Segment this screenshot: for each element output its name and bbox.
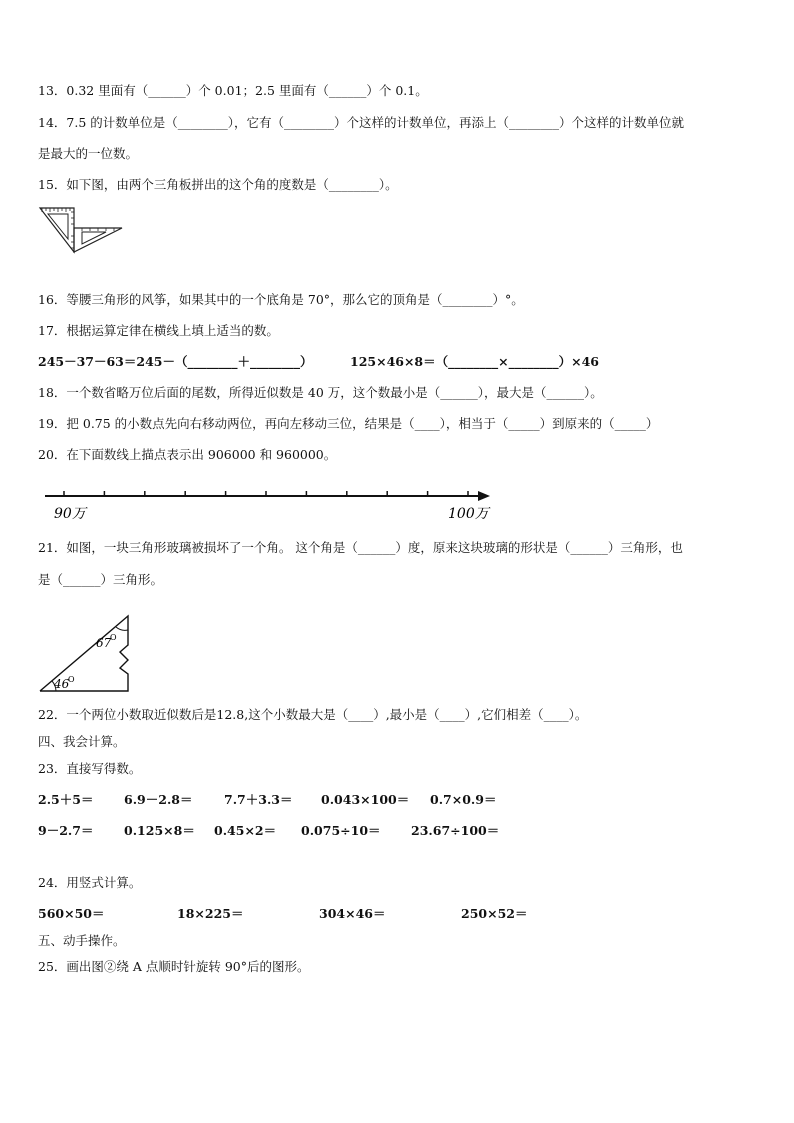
question-21-line2: 是（______）三角形。	[38, 572, 164, 587]
calc-item: 0.7×0.9＝	[430, 792, 497, 807]
calc-item: 0.075÷10＝	[301, 823, 381, 838]
calc-item: 2.5＋5＝	[38, 792, 94, 807]
calc-item: 0.043×100＝	[321, 792, 410, 807]
broken-triangle-figure	[36, 612, 136, 694]
calc-item: 18×225＝	[177, 906, 244, 921]
calc-item: 7.7＋3.3＝	[224, 792, 293, 807]
calc-item: 0.125×8＝	[124, 823, 195, 838]
angle-67-label: 67	[96, 636, 112, 650]
question-16: 16．等腰三角形的风筝，如果其中的一个底角是 70°，那么它的顶角是（________）°。	[38, 292, 524, 307]
angle-46-label: 46	[54, 677, 70, 691]
calc-item: 304×46＝	[319, 906, 386, 921]
question-14-line1: 14．7.5 的计数单位是（________），它有（________）个这样的计数单位，再添上（________）个这样的计数单位就	[38, 115, 685, 130]
question-23: 23．直接写得数。	[38, 761, 142, 776]
question-24: 24．用竖式计算。	[38, 875, 142, 890]
question-19: 19．把 0.75 的小数点先向右移动两位，再向左移动三位，结果是（____），相当于（_____）到原来的（_____）	[38, 416, 659, 431]
question-17-expression-right: 125×46×8＝（________×________）×46	[350, 354, 599, 369]
question-14-line2: 是最大的一位数。	[38, 146, 139, 161]
numberline-start-label: 90万	[54, 506, 86, 522]
question-17: 17．根据运算定律在横线上填上适当的数。	[38, 323, 279, 338]
number-line	[40, 484, 500, 524]
question-25: 25．画出图②绕 A 点顺时针旋转 90°后的图形。	[38, 959, 310, 974]
calc-item: 250×52＝	[461, 906, 528, 921]
question-15: 15．如下图，由两个三角板拼出的这个角的度数是（________）。	[38, 177, 398, 192]
angle-67-degree-mark: O	[110, 633, 117, 642]
question-22: 22．一个两位小数取近似数后是12.8,这个小数最大是（____）,最小是（____）,它们相差（____）。	[38, 707, 588, 722]
angle-46-degree-mark: O	[68, 675, 75, 684]
section-4-heading: 四、我会计算。	[38, 734, 126, 749]
question-21-line1: 21．如图，一块三角形玻璃被损坏了一个角。 这个角是（______）度，原来这块玻璃的形状是（______）三角形，也	[38, 540, 683, 555]
calc-item: 23.67÷100＝	[411, 823, 500, 838]
calc-item: 560×50＝	[38, 906, 105, 921]
section-5-heading: 五、动手操作。	[38, 933, 126, 948]
question-17-expression-left: 245－37－63＝245－（________＋________）	[38, 354, 313, 369]
triangle-rulers-figure	[38, 206, 128, 254]
numberline-end-label: 100万	[448, 506, 489, 522]
calc-item: 9－2.7＝	[38, 823, 94, 838]
calc-item: 0.45×2＝	[214, 823, 277, 838]
question-20: 20．在下面数线上描点表示出 906000 和 960000。	[38, 447, 337, 462]
question-18: 18．一个数省略万位后面的尾数，所得近似数是 40 万，这个数最小是（______），最大是（______）。	[38, 385, 603, 400]
question-13: 13．0.32 里面有（______）个 0.01；2.5 里面有（______）个 0.1。	[38, 83, 428, 98]
calc-item: 6.9－2.8＝	[124, 792, 193, 807]
